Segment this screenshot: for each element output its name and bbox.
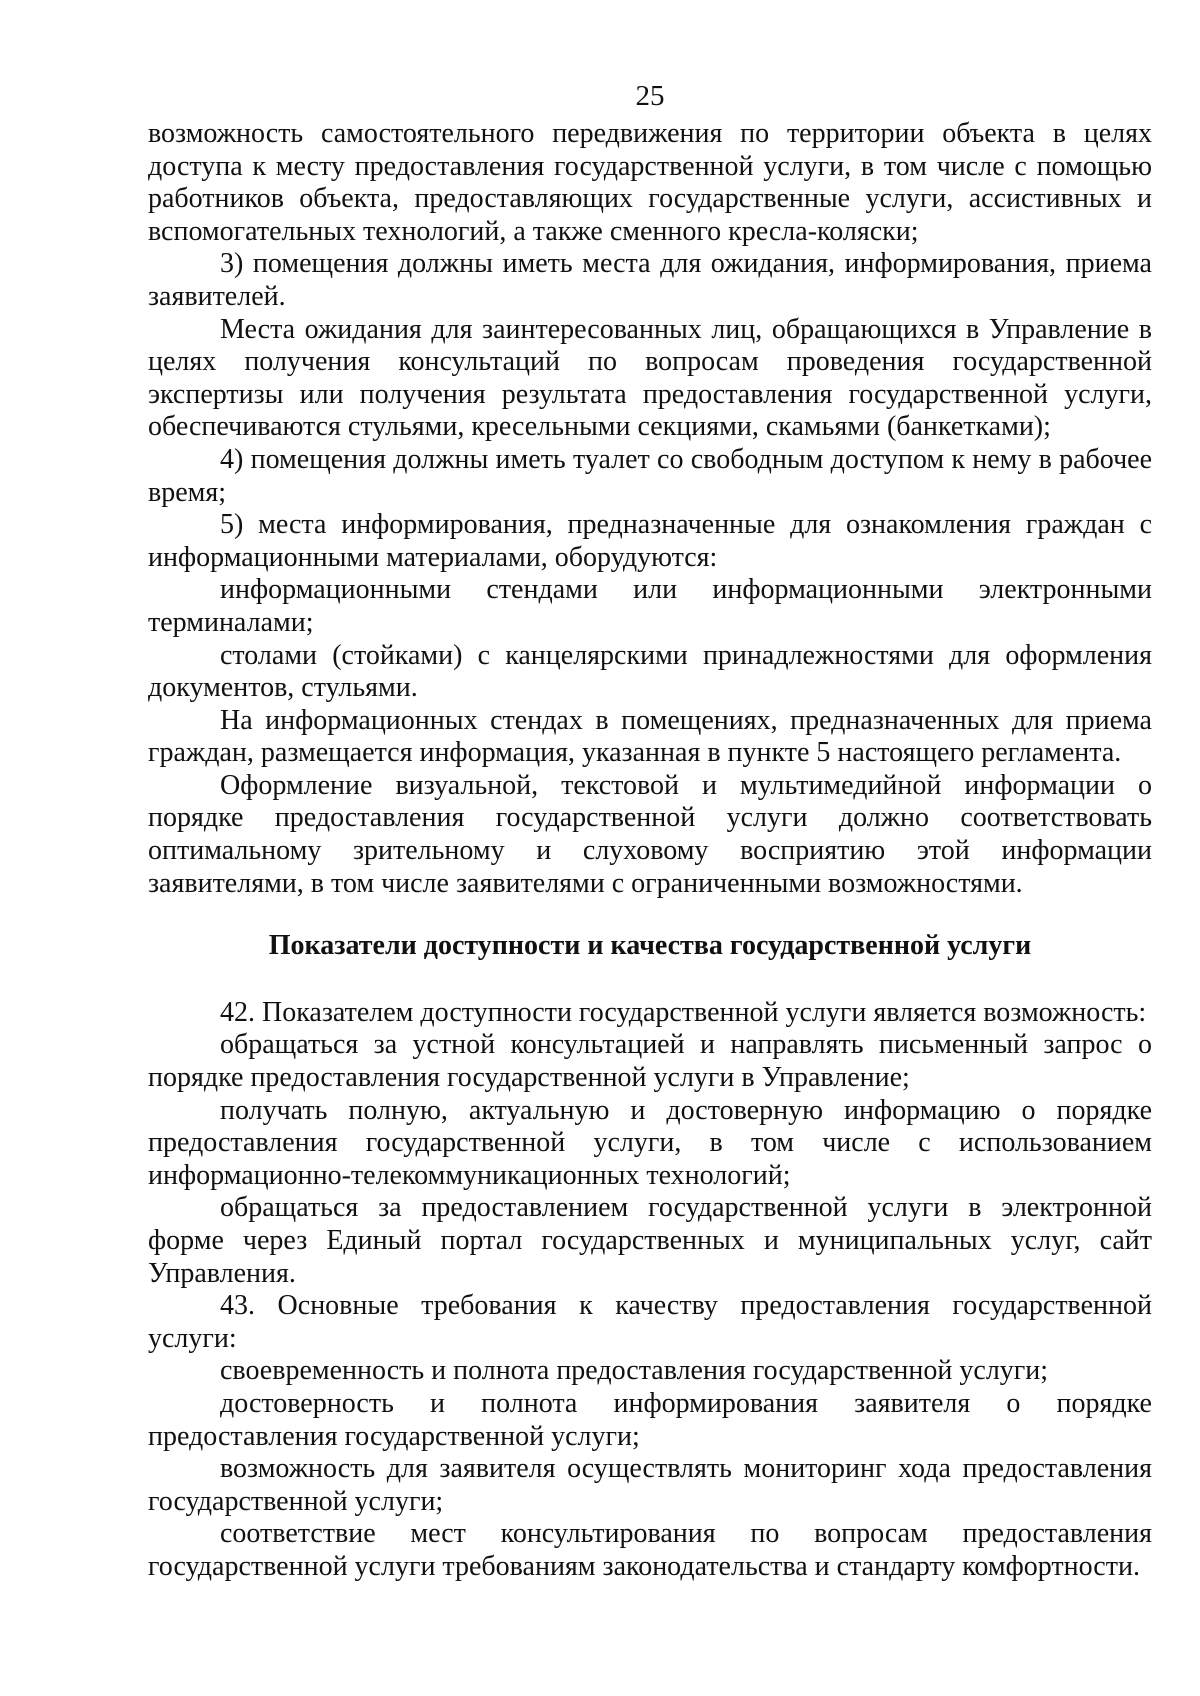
- paragraph: столами (стойками) с канцелярскими принадлежностями для оформления документов, стульями.: [148, 639, 1152, 704]
- page-number: 25: [635, 80, 665, 112]
- paragraph: 3) помещения должны иметь места для ожидания, информирования, приема заявителей.: [148, 248, 1152, 312]
- paragraph: 5) места информирования, предназначенные для ознакомления граждан с информационными материалами, оборудуются:: [148, 509, 1152, 573]
- paragraph: возможность самостоятельного передвижения по территории объекта в целях доступа к месту предоставления государственной услуги, в том числе с помощью работников объекта, предоставляющих государственные услуги, ассистивных и вспомогательных технологий, а также сменного кресла-коляски;: [148, 118, 1152, 247]
- paragraph: возможность для заявителя осуществлять мониторинг хода предоставления государственной услуги;: [148, 1453, 1152, 1517]
- document-page: [148, 80, 1152, 1584]
- paragraph: Оформление визуальной, текстовой и мультимедийной информации о порядке предоставления государственной услуги должно соответствовать оптимальному зрительному и слуховому восприятию этой информации заявителями, в том числе заявителями с ограниченными возможностями.: [148, 769, 1152, 899]
- paragraph: 42. Показателем доступности государственной услуги является возможность:: [220, 996, 1147, 1028]
- paragraph: 4) помещения должны иметь туалет со свободным доступом к нему в рабочее время;: [148, 443, 1152, 508]
- paragraph: информационными стендами или информационными электронными терминалами;: [148, 574, 1152, 638]
- paragraph: достоверность и полнота информирования заявителя о порядке предоставления государственной услуги;: [148, 1387, 1152, 1452]
- paragraph: 43. Основные требования к качеству предоставления государственной услуги:: [148, 1290, 1152, 1354]
- paragraph: обращаться за устной консультацией и направлять письменный запрос о порядке предоставления государственной услуги в Управление;: [148, 1029, 1152, 1094]
- paragraph: получать полную, актуальную и достоверную информацию о порядке предоставления государственной услуги, в том числе с использованием информационно-телекоммуникационных технологий;: [148, 1094, 1152, 1191]
- paragraph: обращаться за предоставлением государственной услуги в электронной форме через Единый портал государственных и муниципальных услуг, сайт Управления.: [148, 1192, 1152, 1289]
- paragraph: Места ожидания для заинтересованных лиц, обращающихся в Управление в целях получения консультаций по вопросам проведения государственной экспертизы или получения результата предоставления государственной услуги, обеспечиваются стульями, кресельными секциями, скамьями (банкетками);: [148, 313, 1152, 443]
- paragraph: На информационных стендах в помещениях, предназначенных для приема граждан, размещается информация, указанная в пункте 5 настоящего регламента.: [148, 704, 1152, 769]
- section-heading: Показатели доступности и качества государственной услуги: [268, 930, 1032, 962]
- paragraph: своевременность и полнота предоставления государственной услуги;: [220, 1355, 1049, 1387]
- paragraph: соответствие мест консультирования по вопросам предоставления государственной услуги требованиям законодательства и стандарту комфортности.: [148, 1518, 1152, 1582]
